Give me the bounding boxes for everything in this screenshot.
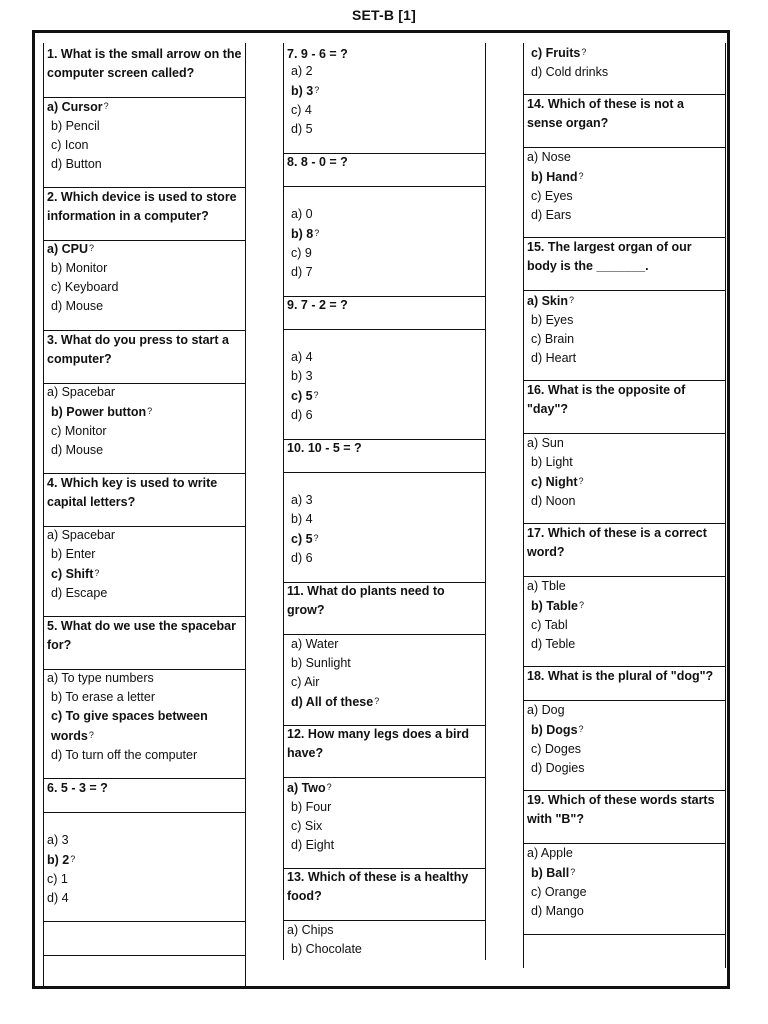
option: b) To erase a letter (51, 690, 155, 704)
option: d) 7 (291, 265, 313, 279)
answer-option: b) Table? (531, 599, 585, 613)
answer-option: a) CPU? (47, 242, 94, 256)
answer-option: c) Fruits? (531, 46, 587, 60)
options-6 (47, 831, 242, 908)
option: c) Monitor (51, 424, 107, 438)
option: d) 6 (291, 408, 313, 422)
option: b) 4 (291, 512, 313, 526)
answer-option: b) Hand? (531, 170, 584, 184)
option: b) Chocolate (291, 942, 362, 956)
option: d) Noon (531, 494, 576, 508)
question-18: 18. What is the plural of "dog"? (527, 669, 714, 683)
answer-option: c) Night? (531, 475, 584, 489)
answer-option: a) Cursor? (47, 100, 109, 114)
option: d) 4 (47, 891, 69, 905)
divider (284, 186, 485, 187)
option: d) 5 (291, 122, 313, 136)
question-16: 16. What is the opposite of "day"? (527, 383, 686, 416)
answer-option: d) All of these? (291, 695, 380, 709)
option: d) Eight (291, 838, 335, 852)
options-14 (527, 148, 722, 225)
option: a) Spacebar (47, 385, 116, 399)
option: d) Mouse (51, 443, 104, 457)
options-11 (287, 635, 482, 712)
option: d) Mango (531, 904, 584, 918)
option: d) Heart (531, 351, 577, 365)
divider (44, 812, 245, 813)
options-18 (527, 701, 722, 778)
options-2 (47, 239, 242, 316)
option: c) Eyes (531, 189, 573, 203)
divider (44, 955, 245, 956)
options-3 (47, 383, 242, 460)
answer-option: b) Power button? (51, 405, 153, 419)
option: b) Light (531, 455, 573, 469)
answer-option: c) 5? (291, 389, 319, 403)
options-13 (287, 921, 482, 959)
options-13-continued (527, 43, 722, 82)
question-4: 4. Which key is used to write capital letters? (47, 476, 218, 509)
options-7 (287, 62, 482, 139)
options-17 (527, 577, 722, 654)
divider (284, 329, 485, 330)
option: c) Orange (531, 885, 587, 899)
question-14: 14. Which of these is not a sense organ? (527, 97, 684, 130)
option: d) 6 (291, 551, 313, 565)
option: c) 9 (291, 246, 312, 260)
option: a) Dog (527, 703, 565, 717)
option: c) 4 (291, 103, 312, 117)
answer-option: a) Skin? (527, 294, 575, 308)
question-19: 19. Which of these words starts with "B"? (527, 793, 715, 826)
option: d) Mouse (51, 299, 104, 313)
option: a) Nose (527, 150, 571, 164)
option: d) Dogies (531, 761, 585, 775)
option: a) 3 (291, 493, 313, 507)
question-13: 13. Which of these is a healthy food? (287, 870, 469, 903)
option: c) Six (291, 819, 323, 833)
column-2 (283, 43, 486, 960)
question-6: 6. 5 - 3 = ? (47, 781, 108, 795)
question-2: 2. Which device is used to store information in a computer? (47, 190, 237, 223)
option: c) Tabl (531, 618, 568, 632)
options-15 (527, 291, 722, 368)
question-9: 9. 7 - 2 = ? (287, 298, 348, 312)
divider (524, 934, 725, 935)
column-3 (523, 43, 726, 968)
option: d) Teble (531, 637, 576, 651)
question-11: 11. What do plants need to grow? (287, 584, 445, 617)
option: c) Air (291, 675, 320, 689)
answer-option: c) 5? (291, 532, 319, 546)
options-19 (527, 844, 722, 921)
option: d) Escape (51, 586, 108, 600)
option: c) Doges (531, 742, 582, 756)
options-1 (47, 97, 242, 174)
question-15: 15. The largest organ of our body is the _______. (527, 240, 692, 273)
option: a) Apple (527, 846, 573, 860)
options-9 (287, 348, 482, 425)
option: a) To type numbers (47, 671, 154, 685)
option: b) Eyes (531, 313, 574, 327)
options-8 (287, 205, 482, 282)
option: a) Tble (527, 579, 566, 593)
column-1 (43, 43, 246, 989)
option: b) Sunlight (291, 656, 351, 670)
option: c) Icon (51, 138, 89, 152)
option: b) Enter (51, 547, 96, 561)
option: a) 3 (47, 833, 69, 847)
option: a) 2 (291, 64, 313, 78)
answer-option: b) 8? (291, 227, 320, 241)
option: d) Cold drinks (531, 65, 609, 79)
answer-option: b) 3? (291, 84, 320, 98)
question-7: 7. 9 - 6 = ? (287, 47, 348, 61)
options-16 (527, 434, 722, 511)
options-10 (287, 491, 482, 568)
option: c) Brain (531, 332, 575, 346)
answer-option: b) Dogs? (531, 723, 584, 737)
option: b) Monitor (51, 261, 108, 275)
option: a) Water (291, 637, 339, 651)
answer-option: a) Two? (287, 781, 332, 795)
option: c) Keyboard (51, 280, 119, 294)
option: a) Chips (287, 923, 334, 937)
option: d) Button (51, 157, 102, 171)
option: a) Sun (527, 436, 564, 450)
option: a) 0 (291, 207, 313, 221)
page-title: SET-B [1] (351, 7, 417, 23)
option: d) Ears (531, 208, 572, 222)
option: b) Four (291, 800, 332, 814)
option: b) 3 (291, 369, 313, 383)
option: d) To turn off the computer (51, 748, 198, 762)
answer-option: c) Shift? (51, 567, 100, 581)
option: c) 1 (47, 872, 68, 886)
question-5: 5. What do we use the spacebar for? (47, 619, 236, 652)
question-12: 12. How many legs does a bird have? (287, 727, 470, 760)
question-8: 8. 8 - 0 = ? (287, 155, 348, 169)
question-1: 1. What is the small arrow on the computer screen called? (47, 47, 242, 80)
divider (44, 921, 245, 922)
answer-option: b) Ball? (531, 866, 576, 880)
options-12 (287, 778, 482, 855)
option: a) Spacebar (47, 528, 116, 542)
question-17: 17. Which of these is a correct word? (527, 526, 707, 559)
options-4 (47, 526, 242, 603)
question-3: 3. What do you press to start a computer? (47, 333, 229, 366)
answer-option: c) To give spaces between words? (51, 709, 208, 743)
options-5 (47, 669, 242, 765)
answer-option: b) 2? (47, 853, 76, 867)
question-10: 10. 10 - 5 = ? (287, 441, 362, 455)
option: a) 4 (291, 350, 313, 364)
divider (284, 472, 485, 473)
option: b) Pencil (51, 119, 100, 133)
